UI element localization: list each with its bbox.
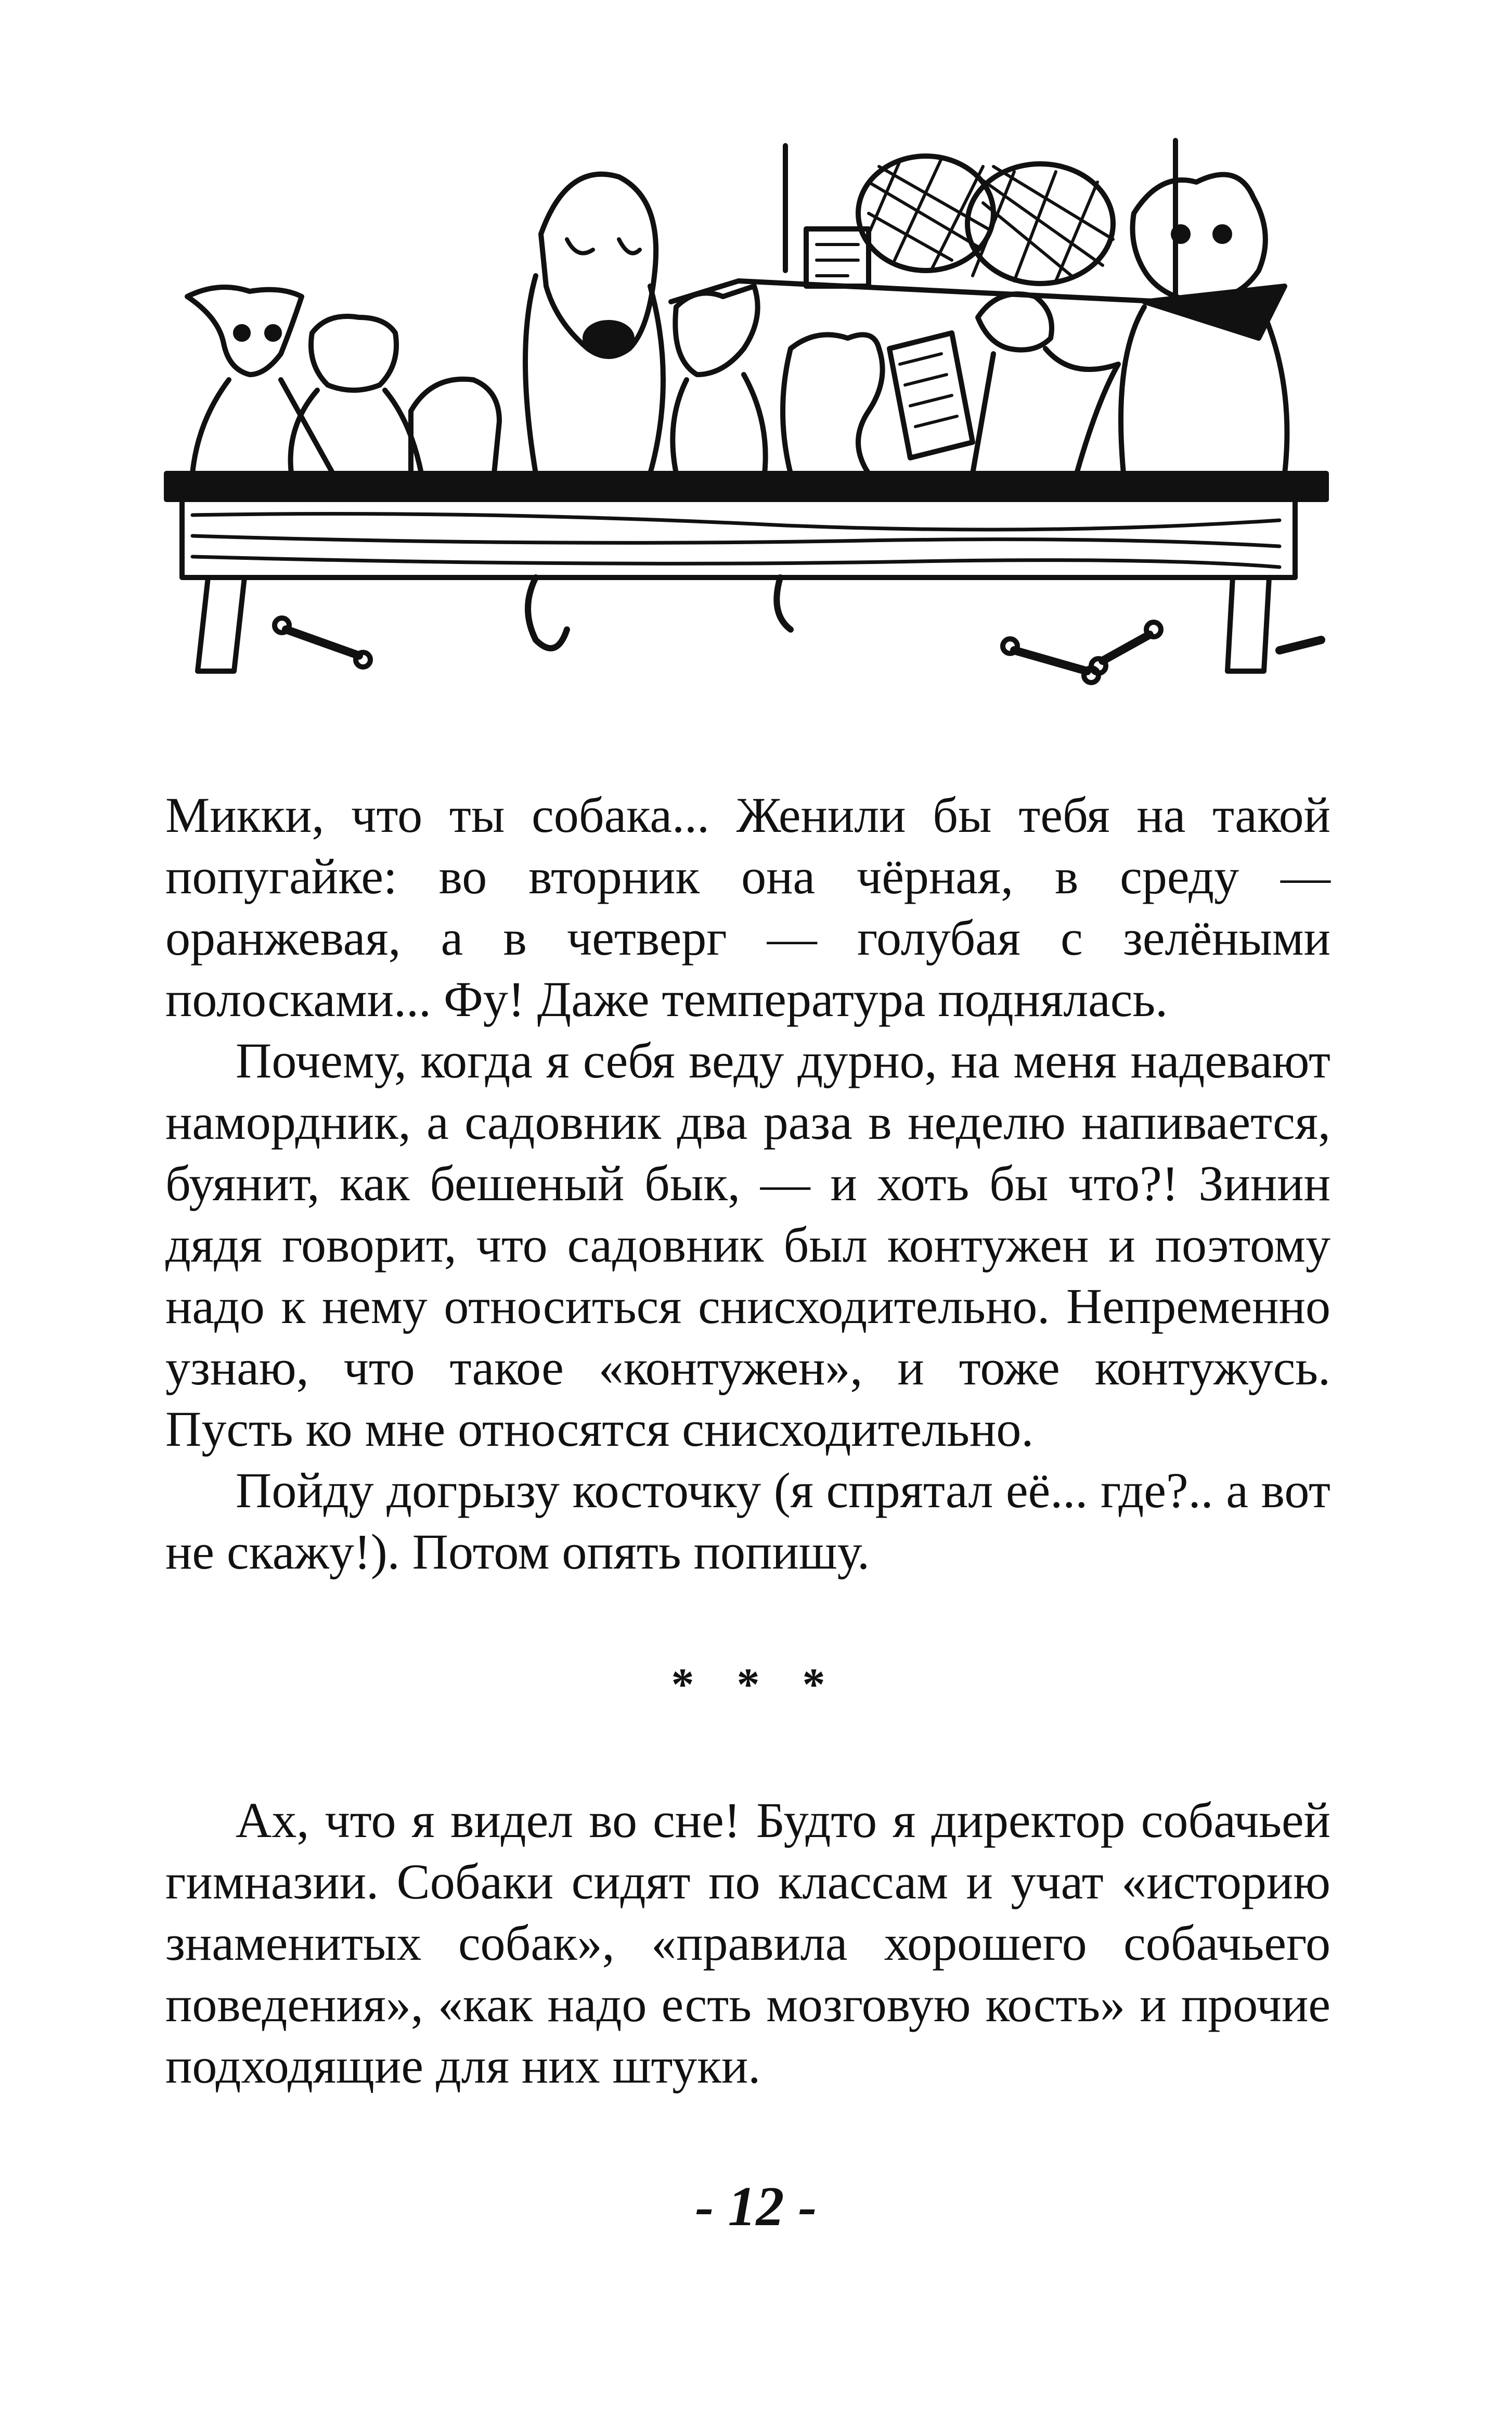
- shelf-line: [739, 281, 1165, 302]
- illustration-svg: [161, 130, 1332, 723]
- paragraph-4: Ах, что я видел во сне! Будто я директор собачьей гимназии. Собаки сидят по классам и учат «историю знаменитых собак», «правила хорошего собачьего поведения», «как надо есть мозговую кость» и прочие подходящие для них штуки.: [165, 1792, 1330, 2094]
- bone-icons: [275, 618, 1321, 683]
- dog-5-head: [675, 286, 757, 375]
- tennis-racket-right: [967, 164, 1113, 284]
- dog-6: [783, 335, 883, 473]
- wood-grain: [192, 514, 1280, 568]
- dogs-on-bench-illustration: [161, 130, 1332, 723]
- paragraph-1: Микки, что ты собака... Женили бы тебя на такой попугайке: во вторник она чёрная, в среду — оранжевая, а в четверг — голубая с зелёными полосками... Фу! Даже температура поднялась.: [165, 787, 1330, 1027]
- section-separator: * * *: [671, 1660, 841, 1710]
- book-sign: [889, 333, 973, 458]
- page-number: - 12 -: [695, 2176, 817, 2238]
- dog-7-head: [978, 294, 1052, 350]
- main-text-block-2: [165, 1790, 1330, 2097]
- dog-2-head: [311, 316, 396, 390]
- main-text-block-1: [165, 785, 1330, 1583]
- dog-3: [411, 379, 499, 473]
- bench-top: [166, 473, 1326, 499]
- dog-8-head: [1133, 174, 1265, 302]
- small-notice: [806, 229, 869, 286]
- dog-7-body: [973, 349, 1118, 473]
- dog-4-ears-body: [525, 276, 663, 473]
- paragraph-2: Почему, когда я себя веду дурно, на меня надевают намордник, а садовник два раза в неделю напивается, буянит, как бешеный бык, — и хоть бы что?! Зинин дядя говорит, что садовник был контужен и поэтому надо к нему относиться снисходительно. Непременно узнаю, что такое «контужен», и тоже контужусь. Пусть ко мне относятся снисходительно.: [165, 1033, 1330, 1457]
- dog-tail-1: [528, 577, 567, 648]
- dog-5-body: [673, 375, 765, 473]
- dog-tail-2: [777, 577, 791, 630]
- paragraph-3: Пойду догрызу косточку (я спрятал её... где?.. а вот не скажу!). Потом опять попишу.: [165, 1462, 1330, 1580]
